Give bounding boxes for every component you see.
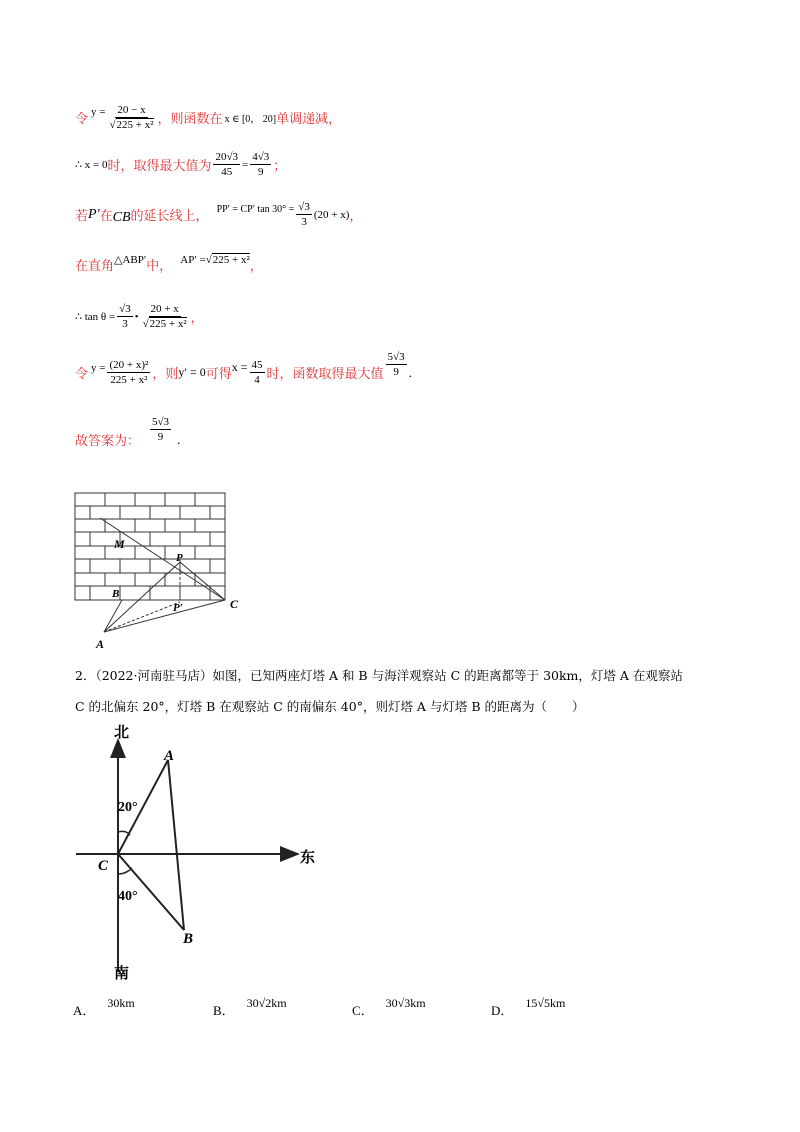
line-pc [180,562,225,600]
option-d-value: 15√5km [525,996,566,1010]
fraction-max-value: $\frac{5√3}{9}$ [387,351,405,378]
solution-line-3 [75,200,362,229]
fraction-y1 [107,103,155,132]
solution-line-5 [75,302,204,331]
fraction-tan1: $\frac{√3}{3}$ [119,303,131,330]
text-zhijiao: 在直角 [75,259,115,274]
option-c-letter: C． [352,1003,374,1018]
text-ruo: 若 [75,209,89,224]
label-c: C [98,858,109,874]
fraction-x: $\frac{45}{4}$ [251,359,263,386]
fraction-answer: $\frac{5√3}{9}$ [152,416,170,443]
label-c: C [230,597,239,611]
brick-grid [75,493,225,600]
solution-line-2: ∴ x = 0 时，取得最大值为 $\frac{20√3}{45}$ = $\frac{4√3}{9}$ ； [75,151,287,178]
fraction-y1-den: √225 + x² [109,119,154,131]
y-prime-zero: y′ = 0 [178,365,206,379]
interval: x ∈ [0， 20] [224,114,277,125]
label-north: 北 [114,723,130,741]
option-c-value: 30√3km [385,996,426,1010]
fraction-y2: $\frac{\text{(20 + x)²}}{\text{225 + x²}}$ [109,359,149,386]
text-l2-post: ； [273,159,287,174]
text-l5-post: ， [190,311,204,326]
tan-theta: ∴ tan θ = [75,311,116,323]
text-answer: 故答案为： [75,434,141,449]
line-ab [104,600,122,632]
sqrt-y1-den: 225 + x² [116,119,154,131]
fraction-max2: $\frac{4√3}{9}$ [252,151,270,178]
question-line-2: C 的北偏东 20°，灯塔 B 在观察站 C 的南偏东 40°，则灯塔 A 与灯塔 B 的距离为（ ） [75,699,585,714]
text-l3-mid2: 的延长线上， [130,209,209,224]
text-l3-post: ， [349,209,363,224]
text-ze: ，则 [152,367,179,382]
segment-ab [168,760,184,930]
solution-line-1 [75,103,341,132]
text-ling-2: 令 [75,367,89,382]
fraction-r3: $\frac{√3}{3}$ [298,201,310,228]
option-a-letter: A． [73,1003,96,1018]
triangle-abp: △ABP′ [114,254,147,266]
text-l2-mid: 时，取得最大值为 [107,159,212,174]
y-lhs: y = [91,105,106,118]
text-kede: 可得 [205,367,232,382]
option-a-value: 30km [107,996,135,1010]
solution-line-7: 故答案为： $\frac{5√3}{9}$ . [75,416,181,449]
brick-wall-figure [72,490,252,660]
eq-ap: AP′ =√225 + x² [180,253,250,266]
fraction-y1-num: 20 − x [117,104,146,116]
label-b: B [183,931,194,947]
text-l1-post: 单调递减， [276,112,342,127]
fraction-tan2: $\frac{20 + x}{\text{√225 + x²}}$ [142,303,187,330]
solution-line-4 [75,255,263,274]
option-c[interactable] [352,996,426,1019]
label-a: A [164,748,175,764]
option-b-value: 30√2km [246,996,287,1010]
line-app [104,602,180,632]
option-a[interactable] [73,996,135,1019]
dot: • [134,310,139,323]
fraction-max1: $\frac{20√3}{45}$ [215,151,239,178]
solution-line-6: 令 y = $\frac{\text{(20 + x)²}}{\text{225 + x²}}$ ，则 y′ = 0 可得 x = $\frac{45}{4}$ 时，函数取得最大值 $\frac{5√3}{9}$ . [75,351,412,386]
label-south: 南 [114,964,130,980]
text-zhong: 中， [146,259,173,274]
text-l4-post: ， [249,259,263,274]
therefore-x0: ∴ x = 0 [75,159,108,171]
eq-tail: (20 + x) [313,208,350,221]
line-ac [104,600,225,632]
option-d[interactable] [491,996,566,1019]
label-p-prime: P′ [173,602,183,614]
question-line-1: 2．（2022·河南驻马店）如图，已知两座灯塔 A 和 B 与海洋观察站 C 的距离都等于 30km，灯塔 A 在观察站 [75,668,683,683]
label-m: M [114,537,125,551]
text-zai: 在 [99,209,113,224]
label-b: B [112,588,120,600]
compass-figure [70,722,330,980]
text-ling: 令 [75,112,89,127]
angle-label-20: 20° [118,800,138,815]
option-b[interactable] [213,996,287,1019]
text-l1-mid: ，则函数在 [157,112,223,127]
label-p: P [176,552,183,564]
segment-cb: CB [112,209,131,225]
text-l6-mid3: 时，函数取得最大值 [266,367,384,382]
option-d-letter: D． [491,1003,514,1018]
label-a: A [96,637,105,651]
angle-label-40: 40° [118,889,138,904]
option-b-letter: B． [213,1003,235,1018]
label-east: 东 [300,848,316,866]
eq-pp: PP′ = CP′ tan 30° = [216,204,295,215]
p-prime: P′ [88,206,100,222]
